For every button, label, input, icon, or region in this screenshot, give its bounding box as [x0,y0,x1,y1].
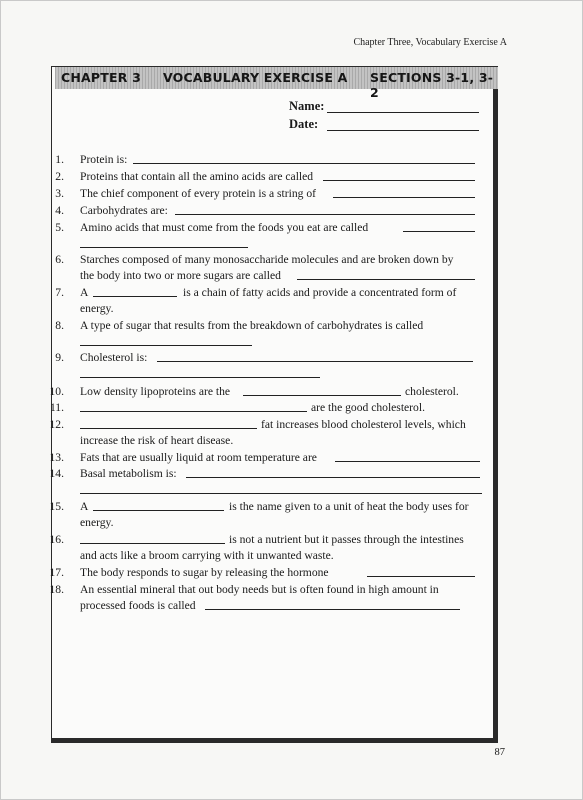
answer-blank[interactable] [80,543,225,544]
question-text: The body responds to sugar by releasing the hormone [80,566,329,579]
question-number: 18. [49,583,64,596]
question-text-line-2: the body into two or more sugars are called [80,269,281,282]
question-text: A [80,500,89,513]
chapter-banner [55,67,498,100]
question-number: 10. [49,385,64,398]
banner-sections: SECTIONS 3-1, 3-2 [370,70,494,100]
question-text-line-2: energy. [80,302,114,315]
question-number: 5. [55,221,64,234]
question-text: A [80,286,89,299]
question-text-line-2: increase the risk of heart disease. [80,434,234,447]
name-field[interactable] [289,99,324,114]
date-field[interactable] [289,117,318,132]
question-number: 17. [49,566,64,579]
answer-blank-continued[interactable] [80,247,248,248]
question-number: 7. [55,286,64,299]
question-text-continued: is the name given to a unit of heat the body uses for [229,500,469,513]
question-text: A type of sugar that results from the breakdown of carbohydrates is called [80,319,424,332]
answer-blank-continued[interactable] [80,377,320,378]
banner-chapter: CHAPTER 3 [61,70,142,85]
answer-blank[interactable] [186,477,480,478]
name-label: Name: [289,99,325,113]
question-number: 12. [49,418,64,431]
answer-blank[interactable] [157,361,473,362]
question-text: Protein is: [80,153,128,166]
question-text-continued: is a chain of fatty acids and provide a concentrated form of [183,286,457,299]
question-text-line-2: and acts like a broom carrying with it unwanted waste. [80,549,334,562]
question-number: 11. [49,401,64,414]
answer-blank[interactable] [93,510,224,511]
question-number: 4. [55,204,64,217]
answer-blank[interactable] [80,411,307,412]
question-number: 1. [55,153,64,166]
question-number: 9. [55,351,64,364]
question-text: Cholesterol is: [80,351,148,364]
question-text: Starches composed of many monosaccharide molecules and are broken down by [80,253,454,266]
answer-blank[interactable] [367,576,475,577]
answer-blank[interactable] [243,395,401,396]
question-text: Amino acids that must come from the foods you eat are called [80,221,369,234]
question-text: Carbohydrates are: [80,204,168,217]
answer-blank[interactable] [297,279,475,280]
banner-title: VOCABULARY EXERCISE A [163,70,348,85]
question-number: 13. [49,451,64,464]
answer-blank[interactable] [93,296,177,297]
date-label: Date: [289,117,319,131]
question-text: An essential mineral that out body needs but is often found in high amount in [80,583,439,596]
question-text: Proteins that contain all the amino acids are called [80,170,314,183]
question-number: 8. [55,319,64,332]
answer-blank[interactable] [205,609,460,610]
question-text-line-2: processed foods is called [80,599,196,612]
question-text-continued: are the good cholesterol. [311,401,425,414]
answer-blank[interactable] [133,163,475,164]
name-line[interactable] [327,112,479,113]
answer-blank[interactable] [335,461,480,462]
question-text: Low density lipoproteins are the [80,385,231,398]
question-text-continued: cholesterol. [405,385,459,398]
running-head: Chapter Three, Vocabulary Exercise A [353,37,507,48]
question-text: Basal metabolism is: [80,467,177,480]
answer-blank[interactable] [80,428,257,429]
question-text-continued: fat increases blood cholesterol levels, which [261,418,466,431]
question-number: 14. [49,467,64,480]
answer-blank[interactable] [403,231,475,232]
question-number: 6. [55,253,64,266]
question-text: Fats that are usually liquid at room temperature are [80,451,317,464]
question-number: 15. [49,500,64,513]
question-number: 16. [49,533,64,546]
question-text-continued: is not a nutrient but it passes through the intestines [229,533,464,546]
answer-blank[interactable] [80,345,252,346]
answer-blank[interactable] [333,197,475,198]
worksheet-card [51,66,498,743]
question-number: 2. [55,170,64,183]
question-text-line-2: energy. [80,516,114,529]
question-text: The chief component of every protein is a string of [80,187,316,200]
answer-blank[interactable] [175,214,475,215]
answer-blank-continued[interactable] [80,493,482,494]
date-line[interactable] [327,130,479,131]
question-number: 3. [55,187,64,200]
answer-blank[interactable] [323,180,475,181]
page-number: 87 [494,747,505,758]
